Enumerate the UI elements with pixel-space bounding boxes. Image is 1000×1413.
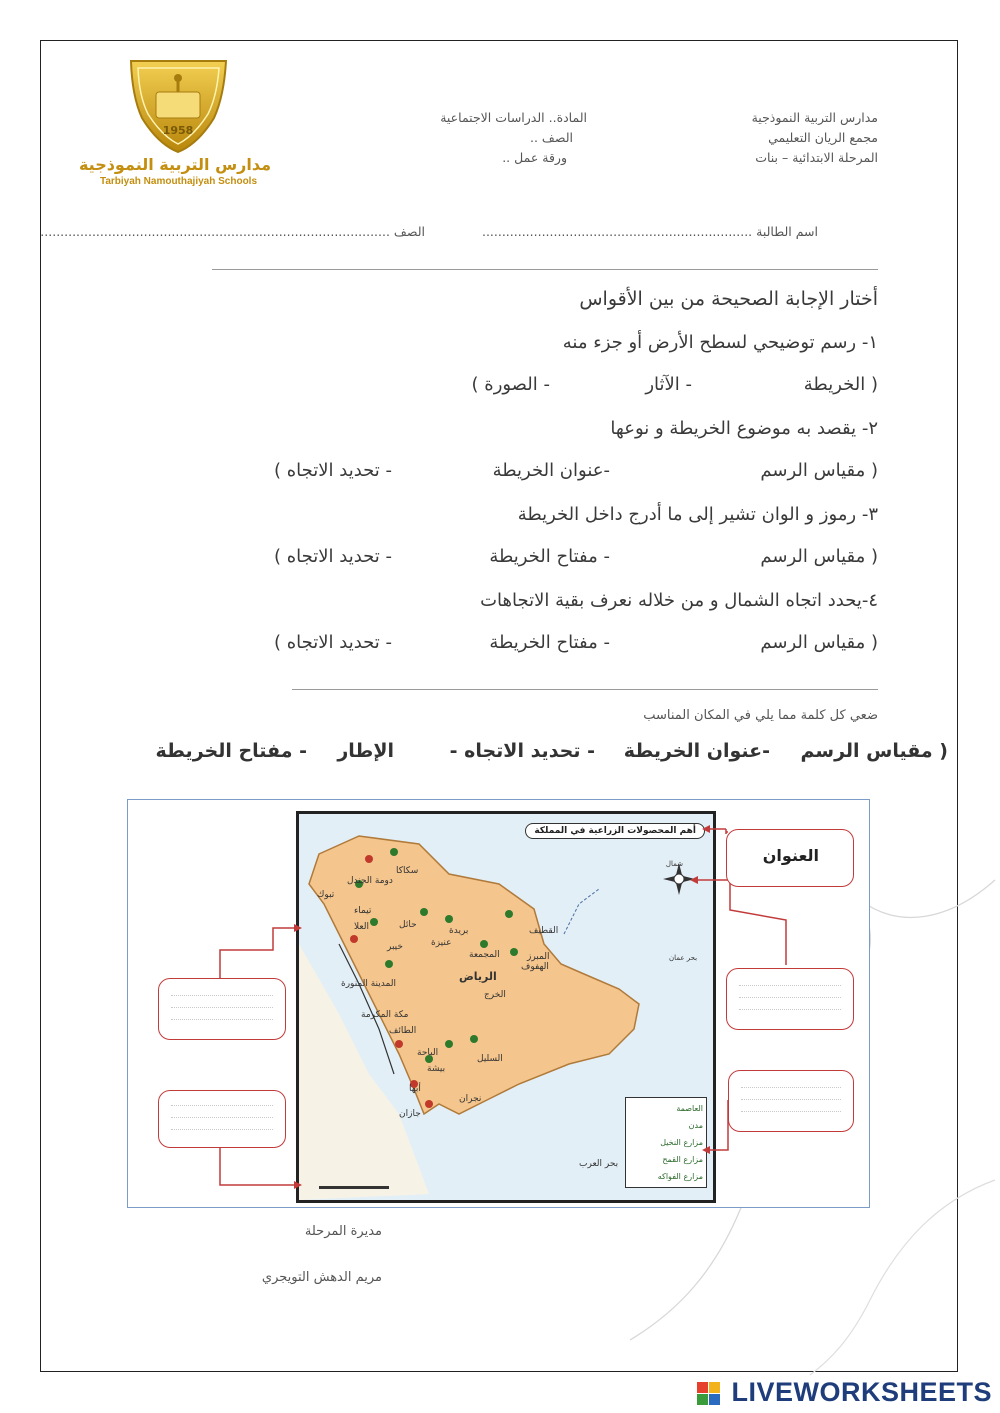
city-label: الخرج <box>484 990 506 1000</box>
legend-item: العاصمة <box>676 1104 703 1113</box>
class-field[interactable]: الصف ........................................................................................ <box>40 224 425 239</box>
city-label: تبوك <box>317 890 335 900</box>
map-title-box: أهم المحصولات الزراعية في المملكة <box>525 823 705 839</box>
answer-box-4[interactable] <box>158 978 286 1040</box>
word-frame[interactable]: الإطار <box>337 740 394 762</box>
question-2: ٢- يقصد به موضوع الخريطة و نوعها <box>610 418 878 439</box>
logo-name-en: Tarbiyah Namouthajiyah Schools <box>99 176 258 187</box>
logo-year: 1958 <box>162 124 194 137</box>
word-map-title[interactable]: -عنوان الخريطة <box>623 740 770 762</box>
q2-option-3[interactable]: - تحديد الاتجاه ) <box>273 460 392 481</box>
q1-option-3[interactable]: - الصورة ) <box>471 374 550 395</box>
city-label: أبها <box>409 1084 421 1094</box>
city-label: خيبر <box>387 942 403 952</box>
answer-title-label: العنوان <box>762 846 819 865</box>
question-1: ١- رسم توضيحي لسطح الأرض أو جزء منه <box>562 332 878 353</box>
instruction-place-words: ضعي كل كلمة مما يلي في المكان المناسب <box>643 708 878 723</box>
answer-box-3[interactable] <box>728 1070 854 1132</box>
city-label: المبرز <box>527 952 550 962</box>
q3-option-1[interactable]: ( مقياس الرسم <box>760 546 878 567</box>
subject-info <box>440 108 587 168</box>
instruction-choose: أختار الإجابة الصحيحة من بين الأقواس <box>579 288 878 310</box>
q1-option-1[interactable]: ( الخريطة <box>803 374 878 395</box>
map-activity <box>127 799 870 1208</box>
legend-item: مدن <box>688 1121 703 1130</box>
divider <box>212 269 878 270</box>
student-name-field[interactable]: اسم الطالبة .................................................................... <box>481 224 818 239</box>
liveworksheets-watermark: LIVEWORKSHEETS <box>731 1377 992 1407</box>
logo-name-ar: مدارس التربية النموذجية <box>78 155 271 174</box>
q4-option-1[interactable]: ( مقياس الرسم <box>760 632 878 653</box>
liveworksheets-logo-icon <box>697 1382 721 1406</box>
word-map-key[interactable]: - مفتاح الخريطة <box>155 740 307 762</box>
school-line: مجمع الريان التعليمي <box>768 130 878 145</box>
footer-name: مريم الدهش التويجري <box>261 1270 382 1285</box>
city-label: بريدة <box>449 926 469 936</box>
city-label: السليل <box>477 1054 503 1064</box>
city-label: دومة الجندل <box>347 876 393 886</box>
city-label: عنيزة <box>431 938 452 948</box>
legend-item: مزارع القمح <box>662 1155 703 1164</box>
city-label: الرياض <box>459 970 497 983</box>
q3-option-3[interactable]: - تحديد الاتجاه ) <box>273 546 392 567</box>
city-label: الطائف <box>389 1026 417 1036</box>
city-label: بيشة <box>427 1064 446 1074</box>
word-scale[interactable]: ( مقياس الرسم <box>800 740 948 762</box>
city-label: المدينة المنورة <box>341 979 396 989</box>
sea-label: بحر العرب <box>579 1159 619 1169</box>
city-label: العلا <box>354 922 369 932</box>
sea-label: بحر عمان <box>669 954 698 962</box>
city-label: جازان <box>399 1109 421 1119</box>
city-label: القطيف <box>529 926 559 936</box>
school-logo <box>78 56 271 191</box>
legend-item: مزارع النخيل <box>660 1138 703 1147</box>
subject-line: المادة.. الدراسات الاجتماعية <box>440 110 587 125</box>
answer-box-title[interactable] <box>726 829 854 887</box>
q4-option-3[interactable]: - تحديد الاتجاه ) <box>273 632 392 653</box>
worksheet-line: ورقة عمل .. <box>502 150 567 165</box>
school-info <box>752 108 878 168</box>
school-line: مدارس التربية النموذجية <box>751 110 878 125</box>
q4-option-2[interactable]: - مفتاح الخريطة <box>489 632 610 653</box>
city-label: سكاكا <box>396 866 419 876</box>
city-label: الباحة <box>417 1048 439 1058</box>
answer-box-5[interactable] <box>158 1090 286 1148</box>
q3-option-2[interactable]: - مفتاح الخريطة <box>489 546 610 567</box>
school-line: المرحلة الابتدائية – بنات <box>755 150 878 165</box>
city-label: حائل <box>399 920 417 930</box>
q2-option-1[interactable]: ( مقياس الرسم <box>760 460 878 481</box>
q1-option-2[interactable]: - الآثار <box>645 374 692 395</box>
q2-option-2[interactable]: -عنوان الخريطة <box>492 460 610 481</box>
divider <box>292 689 878 690</box>
question-3: ٣- رموز و الوان تشير إلى ما أدرج داخل الخريطة <box>517 504 878 525</box>
answer-box-2[interactable] <box>726 968 854 1030</box>
class-line: الصف .. <box>530 130 573 145</box>
city-label: تيماء <box>354 906 372 916</box>
city-label: المجمعة <box>469 950 500 960</box>
north-label: شمال <box>665 860 683 868</box>
word-direction[interactable]: - تحديد الاتجاه - <box>449 740 595 762</box>
city-label: مكة المكرمة <box>361 1010 409 1020</box>
question-4: ٤-يحدد اتجاه الشمال و من خلاله نعرف بقية الاتجاهات <box>480 590 878 611</box>
legend-item: مزارع الفواكه <box>657 1172 703 1181</box>
footer-role: مديرة المرحلة <box>304 1224 382 1239</box>
city-label: نجران <box>459 1094 482 1104</box>
city-label: الهفوف <box>521 962 549 972</box>
